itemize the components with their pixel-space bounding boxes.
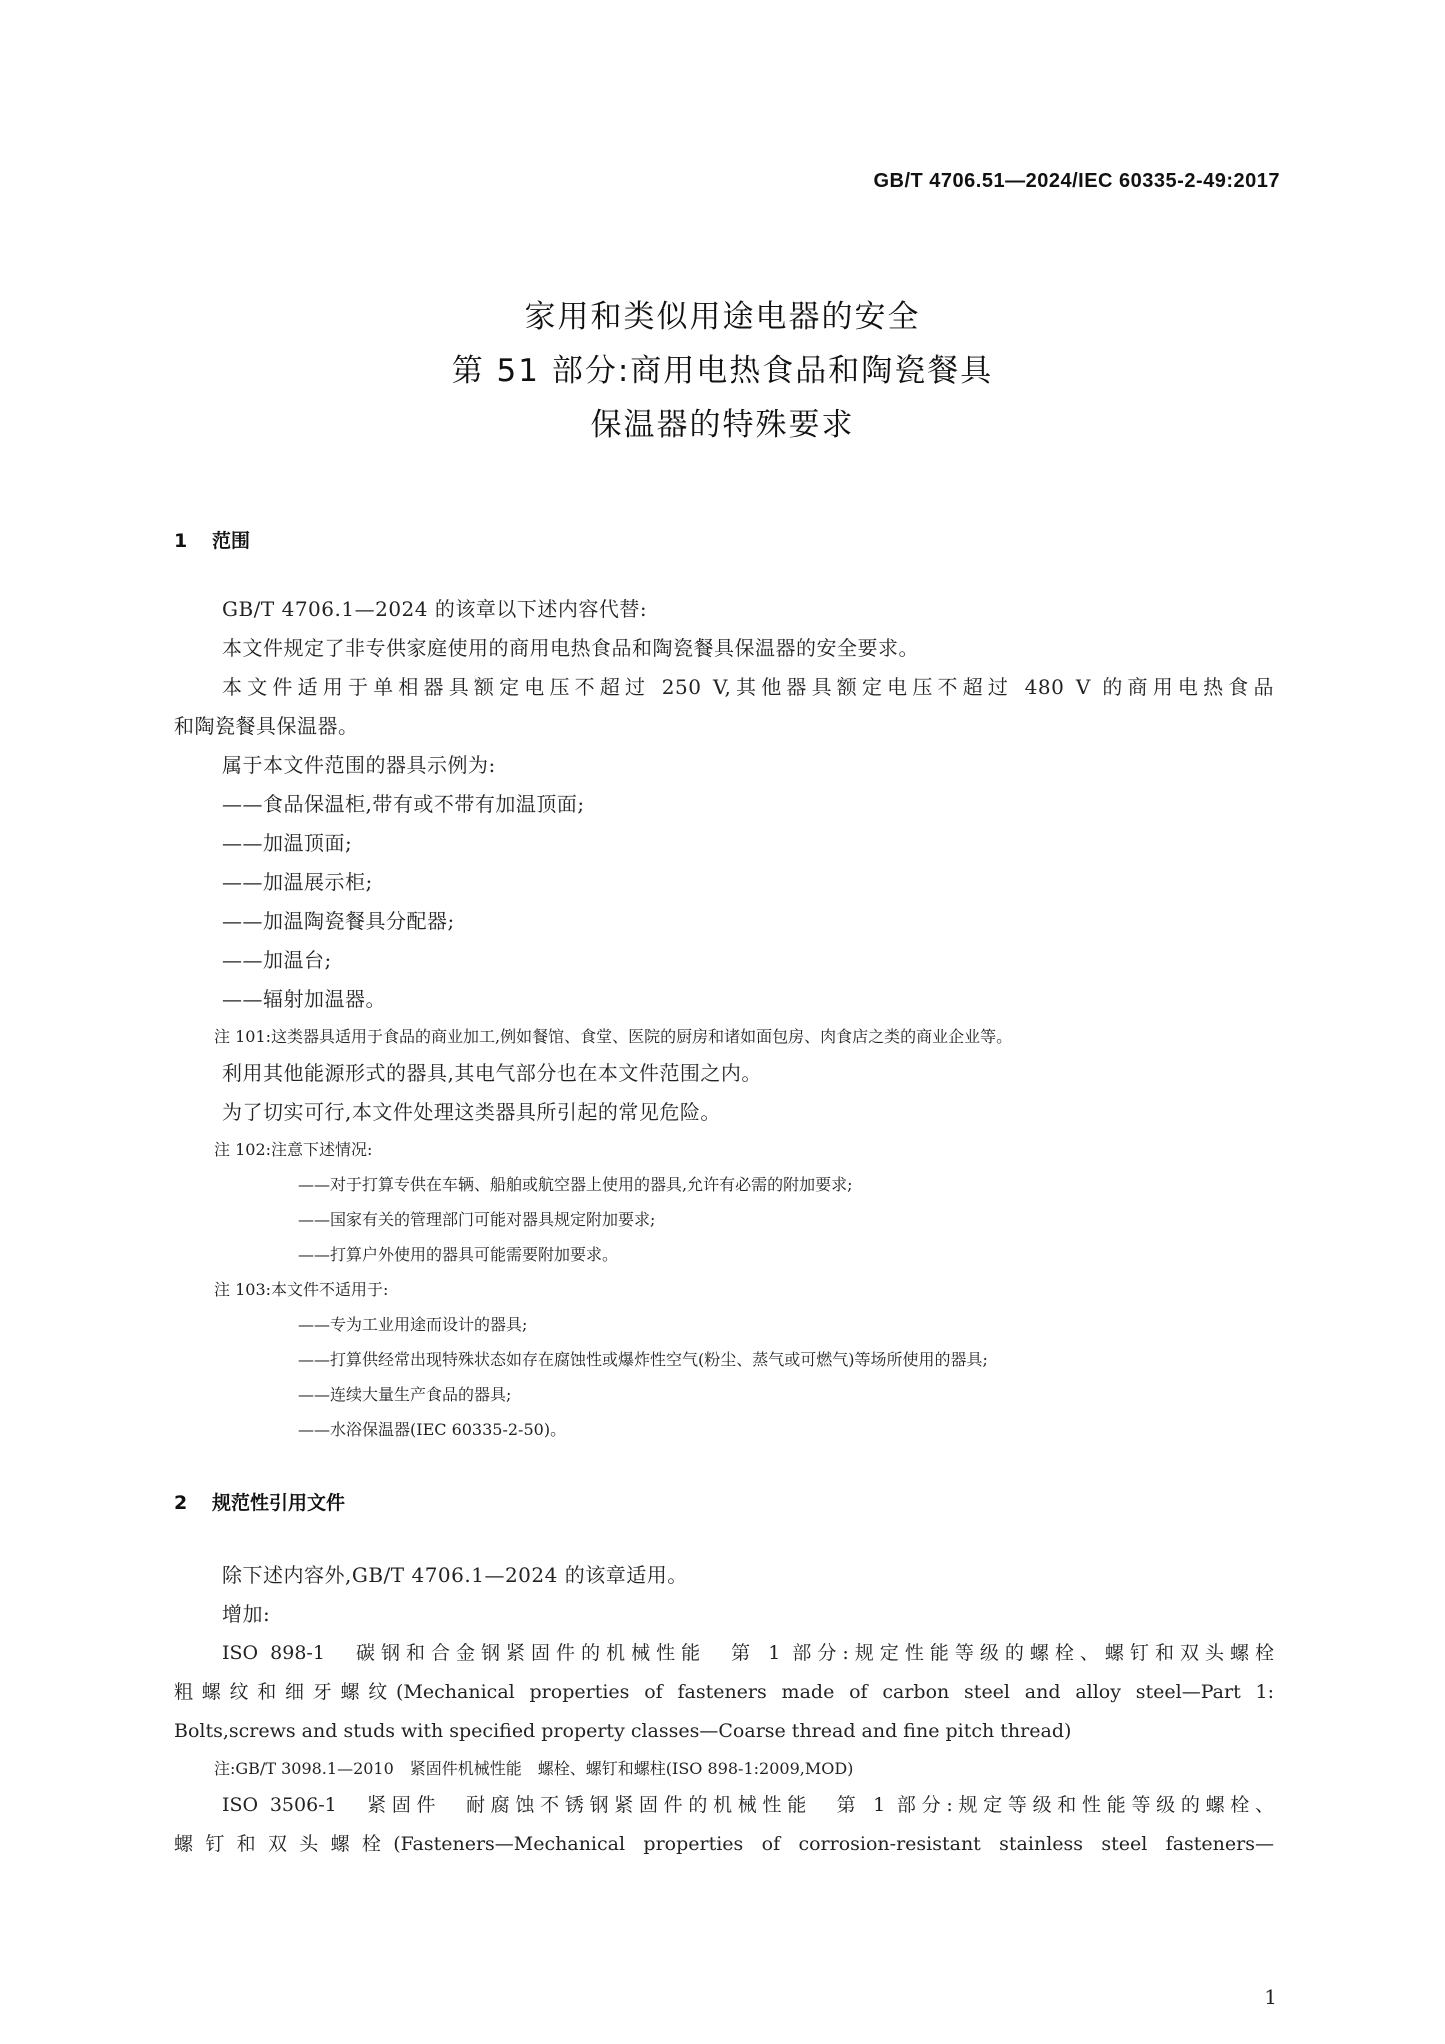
standard-number: GB/T 4706.51—2024/IEC 60335-2-49:2017 (873, 170, 1280, 192)
section-title: 范围 (212, 530, 251, 552)
reference-entry: ISO 3506-1 紧固件 耐腐蚀不锈钢紧固件的机械性能 第 1 部分:规定等级和性能等级的螺栓、 (222, 1794, 1274, 1816)
note-item: ——连续大量生产食品的器具; (298, 1385, 512, 1404)
note: 注 101:这类器具适用于食品的商业加工,例如餐馆、食堂、医院的厨房和诸如面包房、肉食店之类的商业企业等。 (214, 1027, 1013, 1046)
section-title: 规范性引用文件 (212, 1492, 346, 1514)
paragraph: GB/T 4706.1—2024 的该章以下述内容代替: (222, 597, 648, 621)
paragraph: 本文件适用于单相器具额定电压不超过 250 V,其他器具额定电压不超过 480 V 的商用电热食品 (222, 675, 1274, 699)
title-line-2: 第 51 部分:商用电热食品和陶瓷餐具 (451, 353, 994, 389)
list-item: ——辐射加温器。 (222, 987, 386, 1011)
document-title (0, 290, 1445, 452)
reference-entry: ISO 898-1 碳钢和合金钢紧固件的机械性能 第 1 部分:规定性能等级的螺栓、螺钉和双头螺栓 (222, 1642, 1274, 1664)
note: 注:GB/T 3098.1—2010 紧固件机械性能 螺栓、螺钉和螺柱(ISO 898-1:2009,MOD) (214, 1759, 854, 1778)
paragraph: 为了切实可行,本文件处理这类器具所引起的常见危险。 (222, 1100, 721, 1124)
reference-entry-cont: 螺钉和双头螺栓(Fasteners—Mechanical properties of corrosion-resistant stainless steel fasteners— (174, 1833, 1274, 1855)
section-number: 2 (174, 1492, 188, 1514)
section-number: 1 (174, 530, 188, 552)
page-number: 1 (1264, 1985, 1277, 2009)
note-item: ——专为工业用途而设计的器具; (298, 1315, 528, 1334)
note-item: ——对于打算专供在车辆、船舶或航空器上使用的器具,允许有必需的附加要求; (298, 1175, 853, 1194)
note-item: ——打算户外使用的器具可能需要附加要求。 (298, 1245, 619, 1264)
section-1-body (174, 590, 1274, 1447)
section-2-body (174, 1556, 1274, 1864)
section-2-heading (174, 1488, 345, 1515)
reference-entry-cont: 粗螺纹和细牙螺纹(Mechanical properties of fasteners made of carbon steel and alloy steel—Part 1: (174, 1681, 1274, 1703)
paragraph: 除下述内容外,GB/T 4706.1—2024 的该章适用。 (222, 1563, 688, 1587)
note-item: ——水浴保温器(IEC 60335-2-50)。 (298, 1420, 567, 1439)
list-item: ——加温顶面; (222, 831, 353, 855)
paragraph: 利用其他能源形式的器具,其电气部分也在本文件范围之内。 (222, 1061, 762, 1085)
paragraph: 本文件规定了非专供家庭使用的商用电热食品和陶瓷餐具保温器的安全要求。 (222, 636, 919, 660)
note-item: ——国家有关的管理部门可能对器具规定附加要求; (298, 1210, 656, 1229)
list-item: ——加温陶瓷餐具分配器; (222, 909, 455, 933)
title-line-1: 家用和类似用途电器的安全 (524, 299, 921, 335)
title-line-3: 保温器的特殊要求 (590, 407, 855, 443)
list-item: ——加温展示柜; (222, 870, 373, 894)
reference-entry-cont: Bolts,screws and studs with specified property classes—Coarse thread and fine pitch thread) (174, 1720, 1072, 1742)
note: 注 102:注意下述情况: (214, 1140, 373, 1159)
note: 注 103:本文件不适用于: (214, 1280, 389, 1299)
note-item: ——打算供经常出现特殊状态如存在腐蚀性或爆炸性空气(粉尘、蒸气或可燃气)等场所使用的器具; (298, 1350, 988, 1369)
paragraph: 和陶瓷餐具保温器。 (174, 714, 359, 738)
paragraph: 属于本文件范围的器具示例为: (222, 753, 496, 777)
section-1-heading (174, 526, 250, 553)
paragraph: 增加: (222, 1602, 271, 1626)
list-item: ——食品保温柜,带有或不带有加温顶面; (222, 792, 585, 816)
list-item: ——加温台; (222, 948, 332, 972)
